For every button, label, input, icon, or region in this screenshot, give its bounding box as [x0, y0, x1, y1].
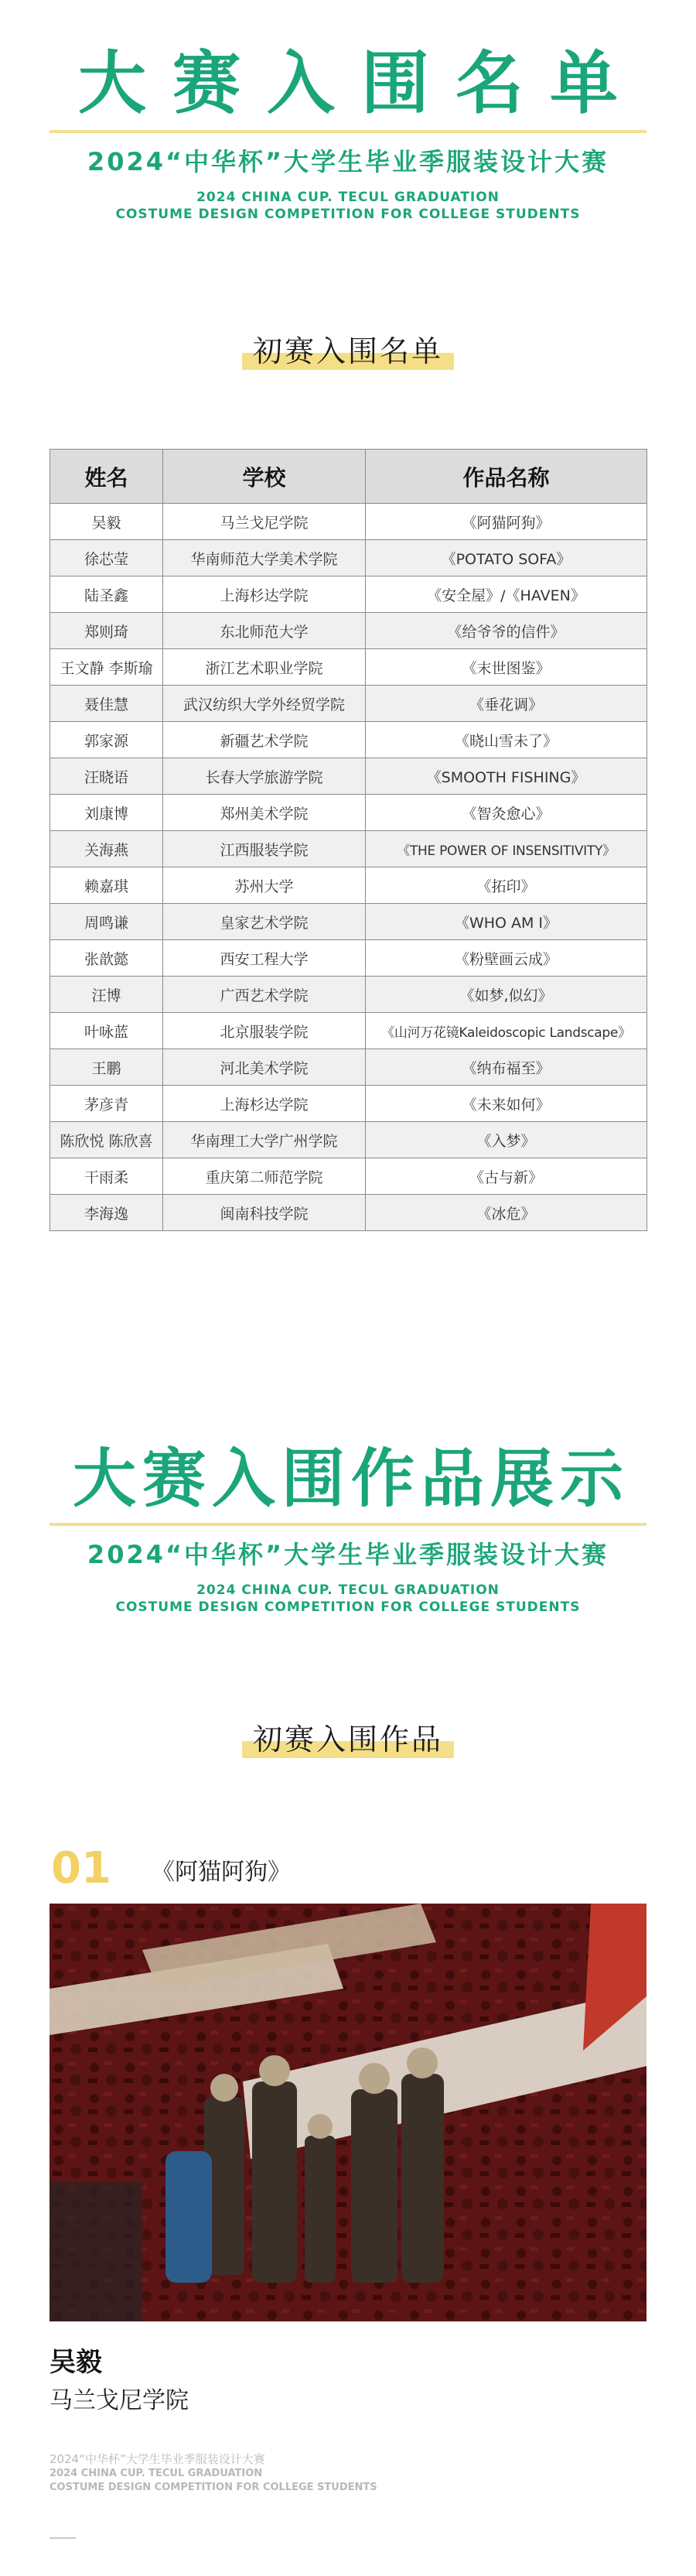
header-work-title: 作品名称 — [366, 450, 647, 504]
table-row — [50, 867, 647, 904]
header-name: 姓名 — [50, 450, 163, 504]
cell-school: 上海杉达学院 — [163, 1086, 366, 1122]
cell-work-title: 《WHO AM I》 — [366, 904, 647, 940]
table-row — [50, 613, 647, 649]
footer-line2: 2024 CHINA CUP. TECUL GRADUATION — [49, 2468, 263, 2479]
cell-work-title: 《POTATO SOFA》 — [366, 540, 647, 576]
cell-school: 广西艺术学院 — [163, 977, 366, 1013]
cell-school: 重庆第二师范学院 — [163, 1158, 366, 1195]
table-row — [50, 1122, 647, 1158]
cell-school: 长春大学旅游学院 — [163, 758, 366, 795]
cell-school: 华南师范大学美术学院 — [163, 540, 366, 576]
section2-title — [0, 1441, 696, 1518]
cell-name: 张歆懿 — [50, 940, 163, 977]
table-row — [50, 758, 647, 795]
section1-divider — [49, 130, 647, 133]
cell-work-title: 《给爷爷的信件》 — [366, 613, 647, 649]
cell-work-title: 《纳布福至》 — [366, 1049, 647, 1086]
section1-subtitle-text: 2024“中华杯”大学生毕业季服装设计大赛 — [87, 147, 609, 176]
cell-work-title: 《阿猫阿狗》 — [366, 504, 647, 540]
entry-photo — [49, 1904, 647, 2321]
table-row — [50, 722, 647, 758]
cell-work-title: 《粉壁画云成》 — [366, 940, 647, 977]
entry-school: 马兰戈尼学院 — [49, 2387, 189, 2414]
cell-work-title: 《智灸愈心》 — [366, 795, 647, 831]
table-row — [50, 504, 647, 540]
works-label-text: 初赛入围作品 — [252, 1722, 443, 1757]
cell-name: 李海逸 — [50, 1195, 163, 1231]
cell-name: 叶咏蓝 — [50, 1013, 163, 1049]
section2-title-text: 大赛入围作品展示 — [72, 1442, 629, 1516]
footer-divider — [49, 2537, 76, 2539]
cell-work-title: 《晓山雪未了》 — [366, 722, 647, 758]
cell-name: 吴毅 — [50, 504, 163, 540]
table-row — [50, 1158, 647, 1195]
table-row — [50, 649, 647, 686]
cell-name: 聂佳慧 — [50, 686, 163, 722]
section1-title-text: 大赛入围名单 — [77, 43, 644, 123]
section2-subtitle — [0, 1538, 696, 1571]
cell-work-title: 《冰危》 — [366, 1195, 647, 1231]
cell-name: 郭家源 — [50, 722, 163, 758]
roster-label — [0, 331, 696, 371]
table-row — [50, 795, 647, 831]
table-row — [50, 576, 647, 613]
entry-title: 《阿猫阿狗》 — [152, 1859, 291, 1886]
cell-work-title: 《山河万花镜Kaleidoscopic Landscape》 — [366, 1013, 647, 1049]
entry-collage-image — [49, 1904, 647, 2321]
cell-school: 河北美术学院 — [163, 1049, 366, 1086]
header-school: 学校 — [163, 450, 366, 504]
roster-label-text: 初赛入围名单 — [252, 334, 443, 368]
works-label — [0, 1719, 696, 1760]
section2-en-line2: COSTUME DESIGN COMPETITION FOR COLLEGE STUDENTS — [115, 1599, 581, 1615]
table-row — [50, 831, 647, 867]
table-row — [50, 1013, 647, 1049]
cell-work-title: 《THE POWER OF INSENSITIVITY》 — [366, 831, 647, 867]
footer-line1: 2024“中华杯”大学生毕业季服装设计大赛 — [49, 2452, 265, 2466]
cell-work-title: 《末世图鉴》 — [366, 649, 647, 686]
table-row — [50, 1195, 647, 1231]
section2-en-title — [0, 1582, 696, 1616]
cell-school: 郑州美术学院 — [163, 795, 366, 831]
cell-school: 苏州大学 — [163, 867, 366, 904]
roster-table — [49, 449, 647, 1231]
table-row — [50, 1049, 647, 1086]
cell-name: 陆圣鑫 — [50, 576, 163, 613]
table-row — [50, 904, 647, 940]
cell-name: 王鹏 — [50, 1049, 163, 1086]
footer-credits — [49, 2451, 377, 2495]
cell-school: 浙江艺术职业学院 — [163, 649, 366, 686]
cell-school: 北京服装学院 — [163, 1013, 366, 1049]
cell-school: 新疆艺术学院 — [163, 722, 366, 758]
section1-en-line1: 2024 CHINA CUP. TECUL GRADUATION — [196, 190, 500, 205]
section1-en-line2: COSTUME DESIGN COMPETITION FOR COLLEGE STUDENTS — [115, 207, 581, 222]
section1-subtitle — [0, 145, 696, 178]
cell-school: 华南理工大学广州学院 — [163, 1122, 366, 1158]
cell-name: 陈欣悦 陈欣喜 — [50, 1122, 163, 1158]
cell-name: 徐芯莹 — [50, 540, 163, 576]
section2-subtitle-text: 2024“中华杯”大学生毕业季服装设计大赛 — [87, 1540, 609, 1569]
cell-name: 赖嘉琪 — [50, 867, 163, 904]
section2-en-line1: 2024 CHINA CUP. TECUL GRADUATION — [196, 1582, 500, 1598]
cell-school: 西安工程大学 — [163, 940, 366, 977]
cell-work-title: 《未来如何》 — [366, 1086, 647, 1122]
footer-line3: COSTUME DESIGN COMPETITION FOR COLLEGE STUDENTS — [49, 2482, 377, 2493]
cell-work-title: 《古与新》 — [366, 1158, 647, 1195]
cell-work-title: 《垂花调》 — [366, 686, 647, 722]
table-row — [50, 1086, 647, 1122]
cell-school: 皇家艺术学院 — [163, 904, 366, 940]
cell-name: 干雨柔 — [50, 1158, 163, 1195]
cell-work-title: 《如梦,似幻》 — [366, 977, 647, 1013]
cell-name: 汪晓语 — [50, 758, 163, 795]
table-row — [50, 977, 647, 1013]
cell-name: 刘康博 — [50, 795, 163, 831]
cell-school: 江西服装学院 — [163, 831, 366, 867]
cell-name: 汪博 — [50, 977, 163, 1013]
section1-title — [0, 45, 696, 122]
cell-work-title: 《SMOOTH FISHING》 — [366, 758, 647, 795]
table-row — [50, 686, 647, 722]
cell-school: 闽南科技学院 — [163, 1195, 366, 1231]
cell-school: 武汉纺织大学外经贸学院 — [163, 686, 366, 722]
cell-name: 王文静 李斯瑜 — [50, 649, 163, 686]
cell-work-title: 《安全屋》/《HAVEN》 — [366, 576, 647, 613]
entry-author: 吴毅 — [49, 2347, 102, 2378]
cell-work-title: 《入梦》 — [366, 1122, 647, 1158]
table-row — [50, 540, 647, 576]
cell-name: 关海燕 — [50, 831, 163, 867]
cell-name: 郑则琦 — [50, 613, 163, 649]
cell-work-title: 《拓印》 — [366, 867, 647, 904]
table-header-row — [50, 450, 647, 504]
cell-name: 茅彦青 — [50, 1086, 163, 1122]
cell-name: 周鸣谦 — [50, 904, 163, 940]
cell-school: 马兰戈尼学院 — [163, 504, 366, 540]
section2-divider — [49, 1523, 647, 1526]
entry-number: 01 — [51, 1843, 111, 1894]
table-row — [50, 940, 647, 977]
cell-school: 东北师范大学 — [163, 613, 366, 649]
cell-school: 上海杉达学院 — [163, 576, 366, 613]
section1-en-title — [0, 189, 696, 223]
